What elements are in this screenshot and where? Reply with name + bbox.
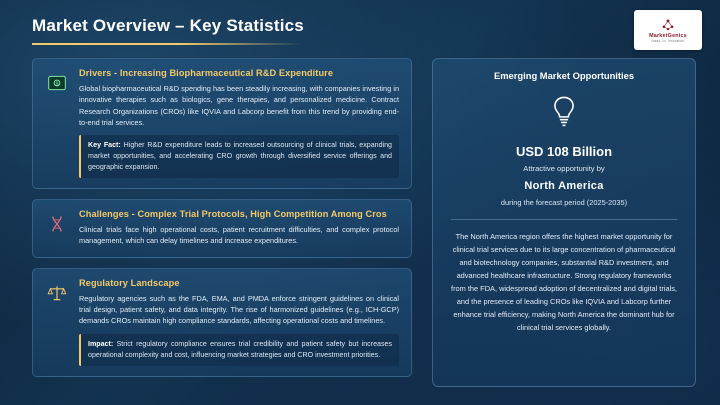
card-note	[79, 135, 399, 178]
card-note	[79, 334, 399, 366]
card-body: Regulatory agencies such as the FDA, EMA, and PMDA enforce stringent guidelines on clinical trial design, patient safety, and data integrity. The rise of harmonized guidelines (e.g., ICH-GCP) demands CROs maintain high compliance standards, affecting operational costs and timelines.	[79, 293, 399, 326]
lightbulb-icon	[549, 95, 579, 129]
page-title: Market Overview – Key Statistics	[32, 16, 304, 35]
opportunity-value: USD 108 Billion	[515, 144, 613, 159]
page-title-group	[32, 16, 472, 45]
card-body: Global biopharmaceutical R&D spending has been steadily increasing, with companies investing in innovative therapies such as biologics, gene therapies, and personalized medicine. Contract Research Organizations (CROs) like IQVIA and Labcorp benefit from this trend by providing end-to-end trial services.	[79, 84, 399, 127]
forecast-period: during the forecast period (2025-2035)	[500, 198, 628, 207]
title-underline	[32, 43, 302, 45]
panel-divider	[451, 219, 677, 220]
dna-icon	[45, 212, 69, 236]
panel-body: The North America region offers the highest market opportunity for clinical trial services due to its large concentration of pharmaceutical and biotechnology companies, substantial R&D investment, and advanced healthcare infrastructure. Strong regulatory frameworks from the FDA, widespread adoption of decentralized and digital trials, and the presence of leading CROs like IQVIA and Labcorp further enhance trial efficiency, making North America the dominant hub for clinical trial services globally.	[451, 232, 677, 332]
card-note-label: Impact:	[88, 339, 114, 348]
card-drivers	[32, 58, 412, 189]
card-note-text: Strict regulatory compliance ensures trial credibility and patient safety but increases operational complexity and cost, influencing market strategies and CRO investment priorities.	[88, 339, 392, 359]
card-body: Clinical trials face high operational costs, patient recruitment difficulties, and complex protocol management, which can delay timelines and increase expenditures.	[79, 225, 399, 246]
svg-text:$: $	[55, 81, 59, 88]
card-title: Challenges - Complex Trial Protocols, High Competition Among Cros	[79, 209, 387, 220]
molecule-icon	[661, 18, 675, 32]
card-challenges	[32, 199, 412, 258]
money-bag-icon	[45, 71, 69, 95]
card-note-text: Higher R&D expenditure leads to increased outsourcing of clinical trials, expanding market opportunities, and accelerating CRO growth through diversified service offerings and geographic expansion.	[88, 141, 392, 172]
card-regulatory	[32, 268, 412, 377]
opportunity-region: North America	[524, 180, 604, 192]
card-title: Regulatory Landscape	[79, 277, 180, 288]
company-logo	[634, 10, 702, 50]
card-title: Drivers - Increasing Biopharmaceutical R&D Expenditure	[79, 68, 334, 78]
panel-title: Emerging Market Opportunities	[493, 70, 635, 81]
logo-tagline: Ideas. In. Innovation	[651, 38, 685, 43]
scales-icon	[45, 281, 69, 305]
left-column	[32, 58, 412, 387]
emerging-opportunities-panel	[432, 58, 696, 387]
opportunity-caption: Attractive opportunity by	[523, 164, 605, 173]
card-note-label: Key Fact:	[88, 141, 121, 150]
logo-name: MarketGenics	[649, 32, 687, 39]
